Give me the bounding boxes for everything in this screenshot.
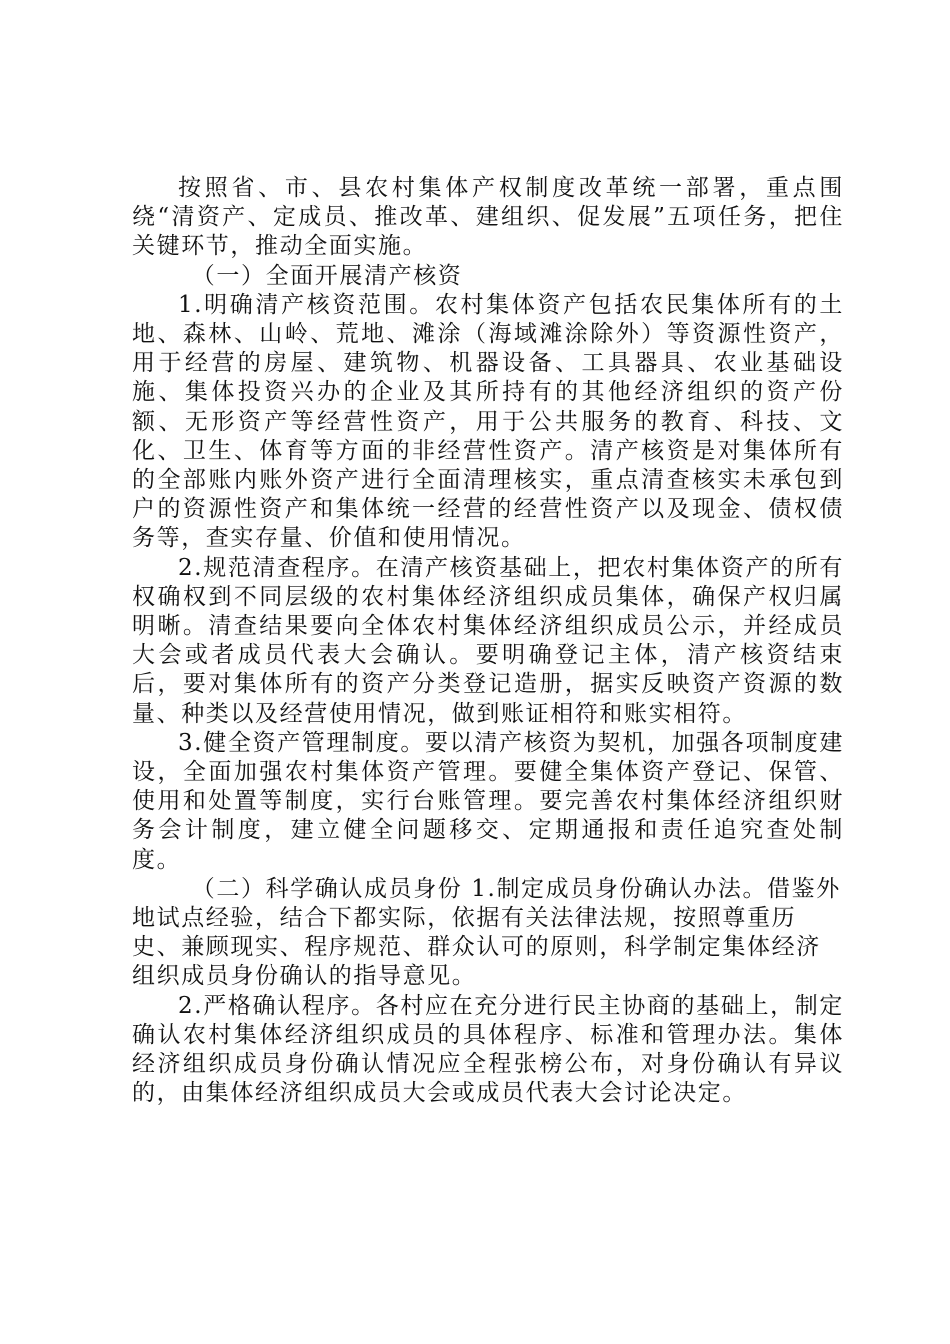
paragraph-procedure: 2.规范清查程序。在清产核资基础上，把农村集体资产的所有权确权到不同层级的农村集体经济组织成员集体，确保产权归属明晰。清查结果要向全体农村集体经济组织成员公示，并经成员大会或者成员代表大会确认。要明确登记主体，清产核资结束后，要对集体所有的资产分类登记造册，据实反映资产资源的数量、种类以及经营使用情况，做到账证相符和账实相符。	[132, 554, 844, 727]
paragraph-intro: 按照省、市、县农村集体产权制度改革统一部署，重点围绕“清资产、定成员、推改革、建组织、促发展”五项任务，把住关键环节，推动全面实施。	[132, 175, 844, 260]
section-heading-1: （一）全面开展清产核资	[191, 262, 463, 289]
paragraph-asset-management: 3.健全资产管理制度。要以清产核资为契机，加强各项制度建设，全面加强农村集体资产管理。要健全集体资产登记、保管、使用和处置等制度，实行台账管理。要完善农村集体经济组织财务会计制度，建立健全问题移交、定期通报和责任追究查处制度。	[132, 729, 844, 873]
section-heading-2: （二）科学确认成员身份 1.制定成员身份确认办法。借鉴外地试点经验，结合下都实际，依据有关法律法规，按照尊重历史、兼顾现实、程序规范、群众认可的原则，科学制定集体经济组织成员身份确认的指导意见。	[132, 875, 841, 990]
paragraph-confirmation-procedure: 2.严格确认程序。各村应在充分进行民主协商的基础上，制定确认农村集体经济组织成员的具体程序、标准和管理办法。集体经济组织成员身份确认情况应全程张榜公布，对身份确认有异议的，由集体经济组织成员大会或成员代表大会讨论决定。	[132, 992, 844, 1107]
paragraph-scope: 1.明确清产核资范围。农村集体资产包括农民集体所有的土地、森林、山岭、荒地、滩涂（海域滩涂除外）等资源性资产，用于经营的房屋、建筑物、机器设备、工具器具、农业基础设施、集体投资兴办的企业及其所持有的其他经济组织的资产份额、无形资产等经营性资产，用于公共服务的教育、科技、文化、卫生、体育等方面的非经营性资产。清产核资是对集体所有的全部账内账外资产进行全面清理核实，重点清查核实未承包到户的资源性资产和集体统一经营的经营性资产以及现金、债权债务等，查实存量、价值和使用情况。	[132, 291, 844, 552]
document-body	[132, 174, 844, 1109]
